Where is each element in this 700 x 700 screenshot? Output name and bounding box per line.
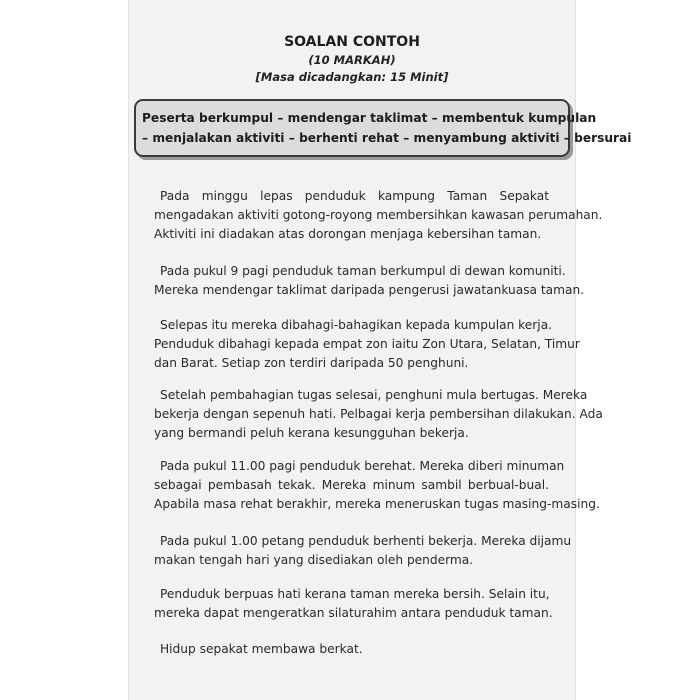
paragraph-line: Penduduk berpuas hati kerana taman mereka bersih. Selain itu, — [160, 587, 550, 601]
book-page — [128, 0, 632, 700]
paragraph-line: Hidup sepakat membawa berkat. — [160, 642, 363, 656]
paragraph-line: bekerja dengan sepenuh hati. Pelbagai kerja pembersihan dilakukan. Ada — [154, 407, 603, 421]
paragraph-line: Aktiviti ini diadakan atas dorongan menjaga kebersihan taman. — [154, 227, 542, 241]
sequence-line-2: – menjalakan aktiviti – berhenti rehat – menyambung aktiviti – bersurai — [142, 131, 632, 145]
paragraph-line: Pada minggu lepas penduduk kampung Taman Sepakat — [160, 189, 549, 203]
paragraph-line: Pada pukul 11.00 pagi penduduk berehat. Mereka diberi minuman — [160, 459, 565, 473]
paragraph-line: yang bermandi peluh kerana kesungguhan bekerja. — [154, 426, 469, 440]
paragraph-line: dan Barat. Setiap zon terdiri daripada 50 penghuni. — [154, 356, 469, 370]
paragraph-1 — [154, 187, 603, 244]
paragraph-7 — [154, 585, 553, 623]
paragraph-line: Setelah pembahagian tugas selesai, penghuni mula bertugas. Mereka — [160, 388, 588, 402]
paragraph-line: sebagai pembasah tekak. Mereka minum sambil berbual-bual. — [154, 478, 549, 492]
paragraph-4 — [154, 386, 603, 443]
marks-label: (10 MARKAH) — [308, 53, 396, 67]
paragraph-line: Selepas itu mereka dibahagi-bahagikan kepada kumpulan kerja. — [160, 318, 553, 332]
paragraph-2 — [154, 262, 585, 300]
suggested-time-label: [Masa dicadangkan: 15 Minit] — [255, 70, 449, 84]
activity-sequence-box — [134, 99, 632, 157]
paragraph-line: Penduduk dibahagi kepada empat zon iaitu Zon Utara, Selatan, Timur — [154, 337, 580, 351]
paragraph-line: Mereka mendengar taklimat daripada pengerusi jawatankuasa taman. — [154, 283, 585, 297]
paragraph-line: mereka dapat mengeratkan silaturahim antara penduduk taman. — [154, 606, 553, 620]
paragraph-5 — [154, 457, 600, 514]
paragraph-6 — [154, 532, 572, 570]
paragraph-line: mengadakan aktiviti gotong-royong membersihkan kawasan perumahan. — [154, 208, 603, 222]
paragraph-line: Pada pukul 9 pagi penduduk taman berkumpul di dewan komuniti. — [160, 264, 566, 278]
paragraph-8 — [154, 640, 549, 659]
paragraph-line: Apabila masa rehat berakhir, mereka meneruskan tugas masing-masing. — [154, 497, 600, 511]
paragraph-3 — [154, 316, 580, 373]
paragraph-line: Pada pukul 1.00 petang penduduk berhenti bekerja. Mereka dijamu — [160, 534, 572, 548]
page-title: SOALAN CONTOH — [284, 34, 420, 50]
sequence-line-1: Peserta berkumpul – mendengar taklimat – membentuk kumpulan — [142, 111, 597, 125]
paragraph-line: makan tengah hari yang disediakan oleh penderma. — [154, 553, 474, 567]
